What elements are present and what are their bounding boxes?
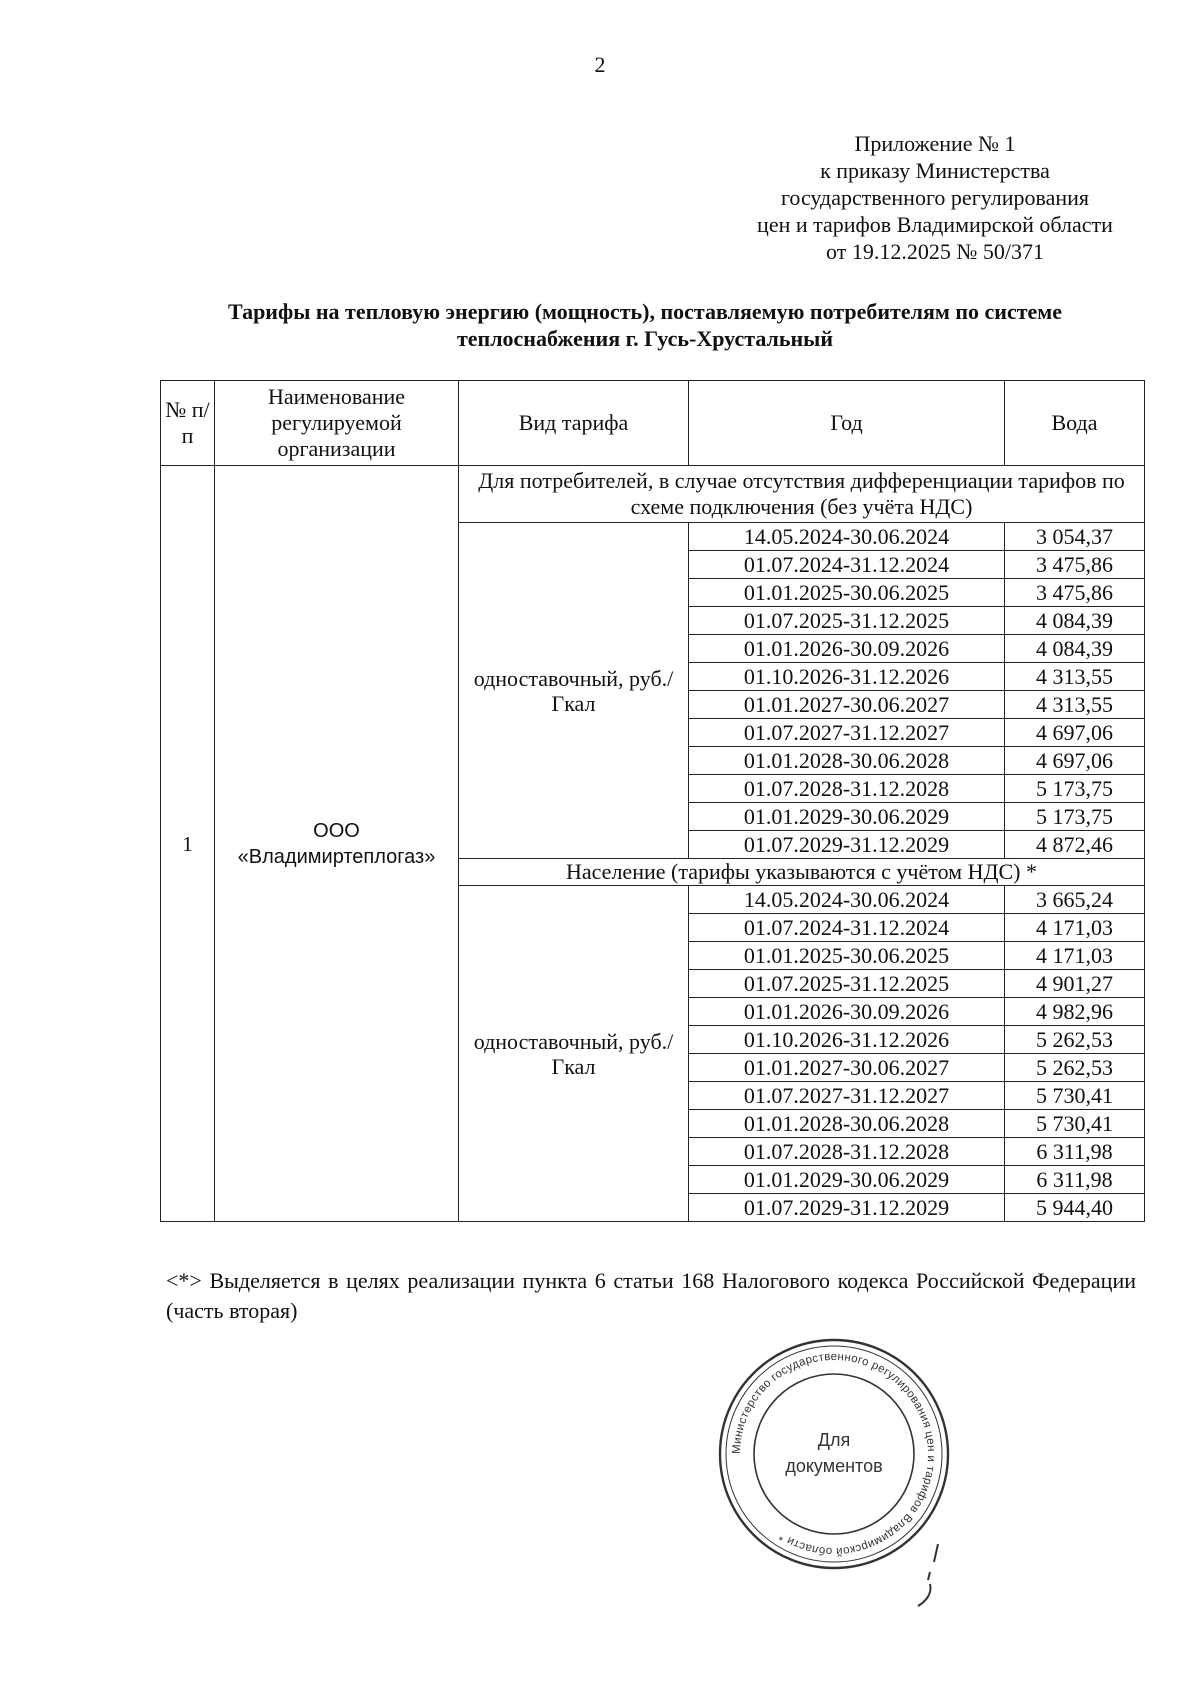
header-type: Вид тарифа: [459, 381, 689, 466]
header-org: Наименование регулируемой организации: [215, 381, 459, 466]
tariff-value-cell: 4 084,39: [1005, 607, 1145, 635]
header-water: Вода: [1005, 381, 1145, 466]
period-cell: 01.01.2028-30.06.2028: [689, 747, 1005, 775]
period-cell: 01.07.2028-31.12.2028: [689, 1138, 1005, 1166]
period-cell: 01.10.2026-31.12.2026: [689, 663, 1005, 691]
appendix-line: Приложение № 1: [854, 131, 1016, 156]
tariff-table: [160, 380, 1145, 1222]
page-number: 2: [594, 52, 606, 77]
period-cell: 01.07.2027-31.12.2027: [689, 1082, 1005, 1110]
tariff-value-cell: 4 171,03: [1005, 914, 1145, 942]
period-cell: 14.05.2024-30.06.2024: [689, 886, 1005, 914]
tariff-value-cell: 4 697,06: [1005, 747, 1145, 775]
period-cell: 01.07.2024-31.12.2024: [689, 914, 1005, 942]
tariff-type: одноставочный, руб./Гкал: [459, 886, 689, 1222]
period-cell: 01.01.2029-30.06.2029: [689, 1166, 1005, 1194]
tariff-value-cell: 6 311,98: [1005, 1138, 1145, 1166]
tariff-value-cell: 4 313,55: [1005, 663, 1145, 691]
svg-text:Министерство государственного: Министерство государственного регулирования цен и тарифов Владимирской области *: [730, 1350, 938, 1558]
tariff-value-cell: 3 054,37: [1005, 523, 1145, 551]
tariff-value-cell: 4 697,06: [1005, 719, 1145, 747]
tariff-type: одноставочный, руб./Гкал: [459, 523, 689, 859]
tariff-value-cell: 5 173,75: [1005, 775, 1145, 803]
header-num: № п/п: [161, 381, 215, 466]
period-cell: 14.05.2024-30.06.2024: [689, 523, 1005, 551]
tariff-value-cell: 5 944,40: [1005, 1194, 1145, 1222]
period-cell: 01.01.2026-30.09.2026: [689, 998, 1005, 1026]
period-cell: 01.07.2029-31.12.2029: [689, 1194, 1005, 1222]
tariff-value-cell: 5 730,41: [1005, 1082, 1145, 1110]
appendix-line: цен и тарифов Владимирской области: [757, 212, 1113, 237]
period-cell: 01.07.2025-31.12.2025: [689, 970, 1005, 998]
signature-mark: [900, 1540, 960, 1610]
tariff-value-cell: 4 313,55: [1005, 691, 1145, 719]
tariff-value-cell: 6 311,98: [1005, 1166, 1145, 1194]
tariff-value-cell: 3 665,24: [1005, 886, 1145, 914]
period-cell: 01.01.2026-30.09.2026: [689, 635, 1005, 663]
section-label: Население (тарифы указываются с учётом НДС) *: [459, 859, 1145, 886]
tariff-value-cell: 5 262,53: [1005, 1054, 1145, 1082]
period-cell: 01.07.2025-31.12.2025: [689, 607, 1005, 635]
document-title: [150, 298, 1140, 352]
title-line: Тарифы на тепловую энергию (мощность), поставляемую потребителям по системе: [227, 299, 1063, 324]
period-cell: 01.01.2025-30.06.2025: [689, 942, 1005, 970]
period-cell: 01.07.2024-31.12.2024: [689, 551, 1005, 579]
official-stamp: [716, 1336, 952, 1572]
stamp-seal-icon: [716, 1336, 952, 1572]
period-cell: 01.07.2029-31.12.2029: [689, 831, 1005, 859]
period-cell: 01.01.2029-30.06.2029: [689, 803, 1005, 831]
period-cell: 01.01.2028-30.06.2028: [689, 1110, 1005, 1138]
organization-name: ООО «Владимиртеплогаз»: [215, 466, 459, 1222]
tariff-value-cell: 5 173,75: [1005, 803, 1145, 831]
tariff-value-cell: 5 262,53: [1005, 1026, 1145, 1054]
appendix-line: от 19.12.2025 № 50/371: [826, 239, 1044, 264]
section-header-row: [161, 466, 1145, 523]
appendix-line: государственного регулирования: [780, 185, 1090, 210]
period-cell: 01.07.2027-31.12.2027: [689, 719, 1005, 747]
section-label: Для потребителей, в случае отсутствия дифференциации тарифов по схеме подключения (без учёта НДС): [459, 466, 1145, 523]
period-cell: 01.01.2027-30.06.2027: [689, 1054, 1005, 1082]
tariff-value-cell: 4 171,03: [1005, 942, 1145, 970]
period-cell: 01.10.2026-31.12.2026: [689, 1026, 1005, 1054]
appendix-line: к приказу Министерства: [820, 158, 1050, 183]
appendix-header: [640, 130, 1200, 265]
period-cell: 01.07.2028-31.12.2028: [689, 775, 1005, 803]
row-number: 1: [161, 466, 215, 1222]
header-year: Год: [689, 381, 1005, 466]
footnote: <*> Выделяется в целях реализации пункта 6 статьи 168 Налогового кодекса Российской Федерации (часть вторая): [166, 1268, 1136, 1323]
tariff-value-cell: 4 982,96: [1005, 998, 1145, 1026]
tariff-value-cell: 5 730,41: [1005, 1110, 1145, 1138]
period-cell: 01.01.2025-30.06.2025: [689, 579, 1005, 607]
title-line: теплоснабжения г. Гусь-Хрустальный: [456, 326, 834, 351]
tariff-value-cell: 4 872,46: [1005, 831, 1145, 859]
period-cell: 01.01.2027-30.06.2027: [689, 691, 1005, 719]
tariff-value-cell: 3 475,86: [1005, 551, 1145, 579]
table-header-row: [161, 381, 1145, 466]
svg-text:Для: Для: [817, 1430, 851, 1450]
tariff-value-cell: 4 901,27: [1005, 970, 1145, 998]
tariff-value-cell: 3 475,86: [1005, 579, 1145, 607]
tariff-value-cell: 4 084,39: [1005, 635, 1145, 663]
svg-text:документов: документов: [785, 1456, 883, 1476]
